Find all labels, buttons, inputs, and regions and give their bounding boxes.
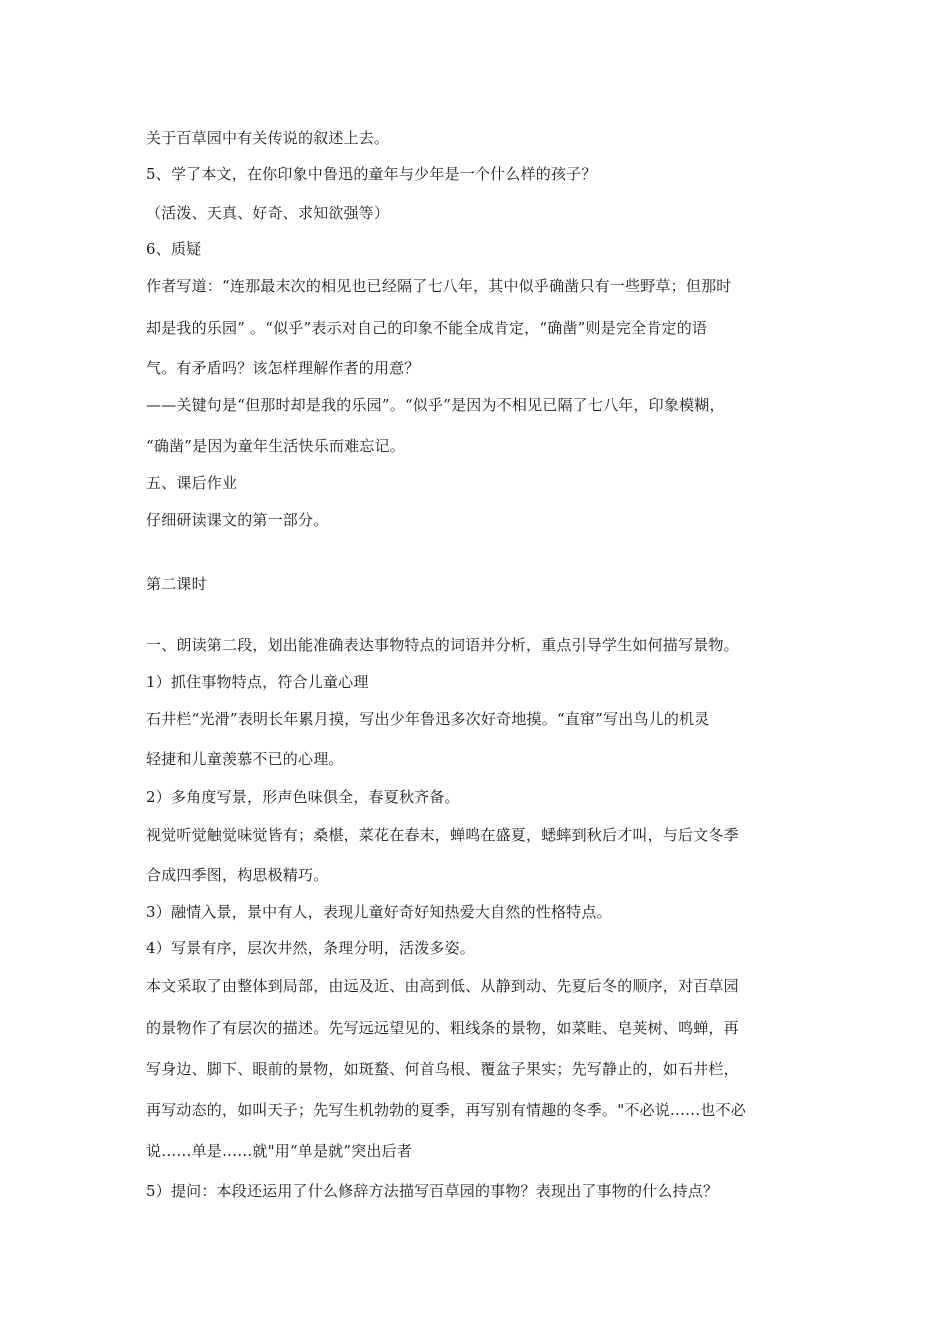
section-heading-1: 一、朗读第二段，划出能准确表达事物特点的词语并分析，重点引导学生如何描写景物。 xyxy=(146,636,739,654)
answer-5: （活泼、天真、好奇、求知欲强等） xyxy=(146,204,390,222)
text-line: 视觉听觉触觉味觉皆有；桑椹，菜花在春末，蝉鸣在盛夏，蟋蟀到秋后才叫，与后文冬季 xyxy=(146,826,739,844)
text-line: 作者写道：“连那最末次的相见也已经隔了七八年，其中似乎确凿只有一些野草；但那时 xyxy=(146,277,732,295)
text-line: 本文采取了由整体到局部，由远及近、由高到低、从静到动、先夏后冬的顺序，对百草园 xyxy=(146,977,739,995)
text-line: “确凿”是因为童年生活快乐而难忘记。 xyxy=(146,437,405,455)
text-line: 轻捷和儿童羡慕不已的心理。 xyxy=(146,750,344,768)
subheading-4: 4）写景有序，层次井然，条理分明，活泼多姿。 xyxy=(146,939,475,957)
text-line: 仔细研读课文的第一部分。 xyxy=(146,511,329,529)
subheading-1: 1）抓住事物特点，符合儿童心理 xyxy=(146,673,369,691)
subheading-2: 2）多角度写景，形声色味俱全，春夏秋齐备。 xyxy=(146,788,460,806)
text-line: 气。有矛盾吗？该怎样理解作者的用意？ xyxy=(146,359,420,377)
text-line: 写身边、脚下、眼前的景物，如斑蝥、何首乌根、覆盆子果实；先写静止的，如石井栏， xyxy=(146,1060,739,1078)
question-5: 5、学了本文，在你印象中鲁迅的童年与少年是一个什么样的孩子？ xyxy=(146,165,597,183)
text-line: 的景物作了有层次的描述。先写远远望见的、粗线条的景物，如菜畦、皂荚树、鸣蝉，再 xyxy=(146,1019,739,1037)
text-line: 却是我的乐园” 。“似乎”表示对自己的印象不能全成肯定，“确凿”则是完全肯定的语 xyxy=(146,319,708,337)
heading-6: 6、质疑 xyxy=(146,240,202,258)
text-line: 合成四季图，构思极精巧。 xyxy=(146,866,329,884)
text-line: 说……单是……就"用“单是就”突出后者 xyxy=(146,1142,413,1160)
text-line: 关于百草园中有关传说的叙述上去。 xyxy=(146,129,390,147)
subheading-3: 3）融情入景，景中有人，表现儿童好奇好知热爱大自然的性格特点。 xyxy=(146,903,612,921)
lesson-heading: 第二课时 xyxy=(146,575,207,593)
text-line: 石井栏“光滑”表明长年累月摸，写出少年鲁迅多次好奇地摸。“直窜”写出鸟儿的机灵 xyxy=(146,710,710,728)
text-line: 再写动态的，如叫天子；先写生机勃勃的夏季，再写别有情趣的冬季。"不必说……也不必 xyxy=(146,1101,746,1119)
subheading-5: 5）提问：本段还运用了什么修辞方法描写百草园的事物？表现出了事物的什么持点？ xyxy=(146,1182,719,1200)
section-heading-homework: 五、课后作业 xyxy=(146,474,238,492)
text-line: ——关键句是“但那时却是我的乐园”。“似乎”是因为不相见已隔了七八年，印象模糊， xyxy=(146,396,725,414)
